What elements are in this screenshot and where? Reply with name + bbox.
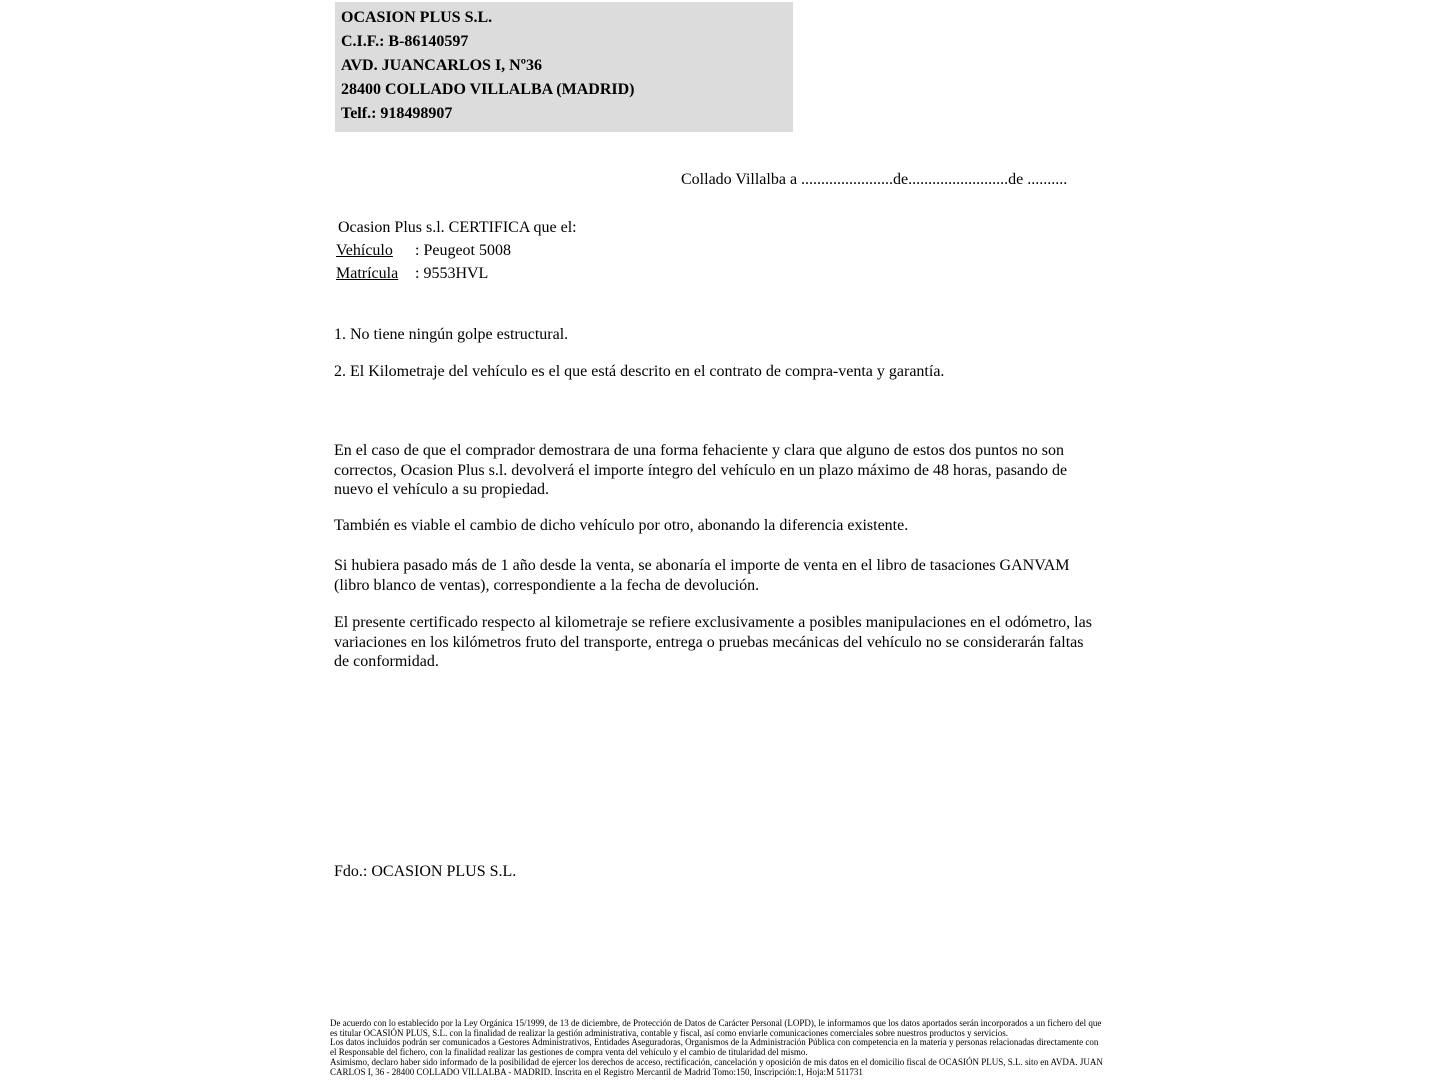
company-name: OCASION PLUS S.L. [341, 9, 493, 26]
company-cif: C.I.F.: B-86140597 [341, 33, 469, 50]
certified-point-1: 1. No tiene ningún golpe estructural. [334, 326, 569, 343]
certify-intro: Ocasion Plus s.l. CERTIFICA que el: [338, 219, 577, 236]
date-line: Collado Villalba a .......................de.........................de .......... [681, 171, 1068, 188]
plate-label: Matrícula [336, 265, 399, 282]
company-address: AVD. JUANCARLOS I, Nº36 [341, 57, 543, 74]
body-paragraph: También es viable el cambio de dicho vehículo por otro, abonando la diferencia existente. [334, 517, 909, 534]
plate-row [336, 262, 577, 285]
legal-paragraph: Asimismo, declaro haber sido informado de la posibilidad de ejercer los derechos de acceso, rectificación, cancelación y oposición de mis datos en el domicilio fiscal de OCASIÓN PLUS, S.L. sito en AVDA. JUAN CARLOS I, 36 - 28400 COLLADO VILLALBA - MADRID. Inscrita en el Registro Mercantil de Madrid Tomo:150, Inscripción:1, Hoja:M 511731 [330, 1056, 1103, 1077]
certified-point-2: 2. El Kilometraje del vehículo es el que está descrito en el contrato de compra-venta y garantía. [334, 363, 945, 380]
body-paragraph: Si hubiera pasado más de 1 año desde la venta, se abonaría el importe de venta en el libro de tasaciones GANVAM (libro blanco de ventas), correspondiente a la fecha de devolución. [334, 557, 1070, 594]
vehicle-value: : Peugeot 5008 [415, 242, 511, 259]
legal-paragraph: De acuerdo con lo establecido por la Ley Orgánica 15/1999, de 13 de diciembre, de Protección de Datos de Carácter Personal (LOPD), le informamos que los datos aportados serán incorporados a un fichero del que es titular OCASIÓN PLUS, S.L. con la finalidad de realizar la gestión administrativa, contable y fiscal, así como enviarle comunicaciones comerciales sobre nuestros productos y servicios. [330, 1018, 1102, 1038]
signature-line: Fdo.: OCASION PLUS S.L. [334, 863, 517, 880]
certification-block [336, 216, 577, 285]
legal-paragraph: Los datos incluidos podrán ser comunicados a Gestores Administrativos, Entidades Aseguradoras, Organismos de la Administración Pública con competencia en la materia y personas relacionadas directamente con el Responsable del fichero, con la finalidad realizar las gestiones de compra venta del vehículo y el cambio de titularidad del mismo. [330, 1037, 1099, 1058]
plate-value: : 9553HVL [415, 265, 489, 282]
vehicle-row [336, 239, 577, 262]
vehicle-label: Vehículo [336, 242, 393, 259]
company-header-box [335, 2, 793, 132]
body-paragraph: El presente certificado respecto al kilometraje se refiere exclusivamente a posibles manipulaciones en el odómetro, las variaciones en los kilómetros fruto del transporte, entrega o pruebas mecánicas del vehículo no se considerarán faltas de conformidad. [334, 614, 1092, 670]
company-city: 28400 COLLADO VILLALBA (MADRID) [341, 81, 635, 98]
legal-footer [330, 1019, 1104, 1077]
company-phone: Telf.: 918498907 [341, 105, 453, 122]
body-paragraph: En el caso de que el comprador demostrara de una forma fehaciente y clara que alguno de estos dos puntos no son correctos, Ocasion Plus s.l. devolverá el importe íntegro del vehículo en un plazo máximo de 48 horas, pasando de nuevo el vehículo a su propiedad. [334, 442, 1068, 498]
